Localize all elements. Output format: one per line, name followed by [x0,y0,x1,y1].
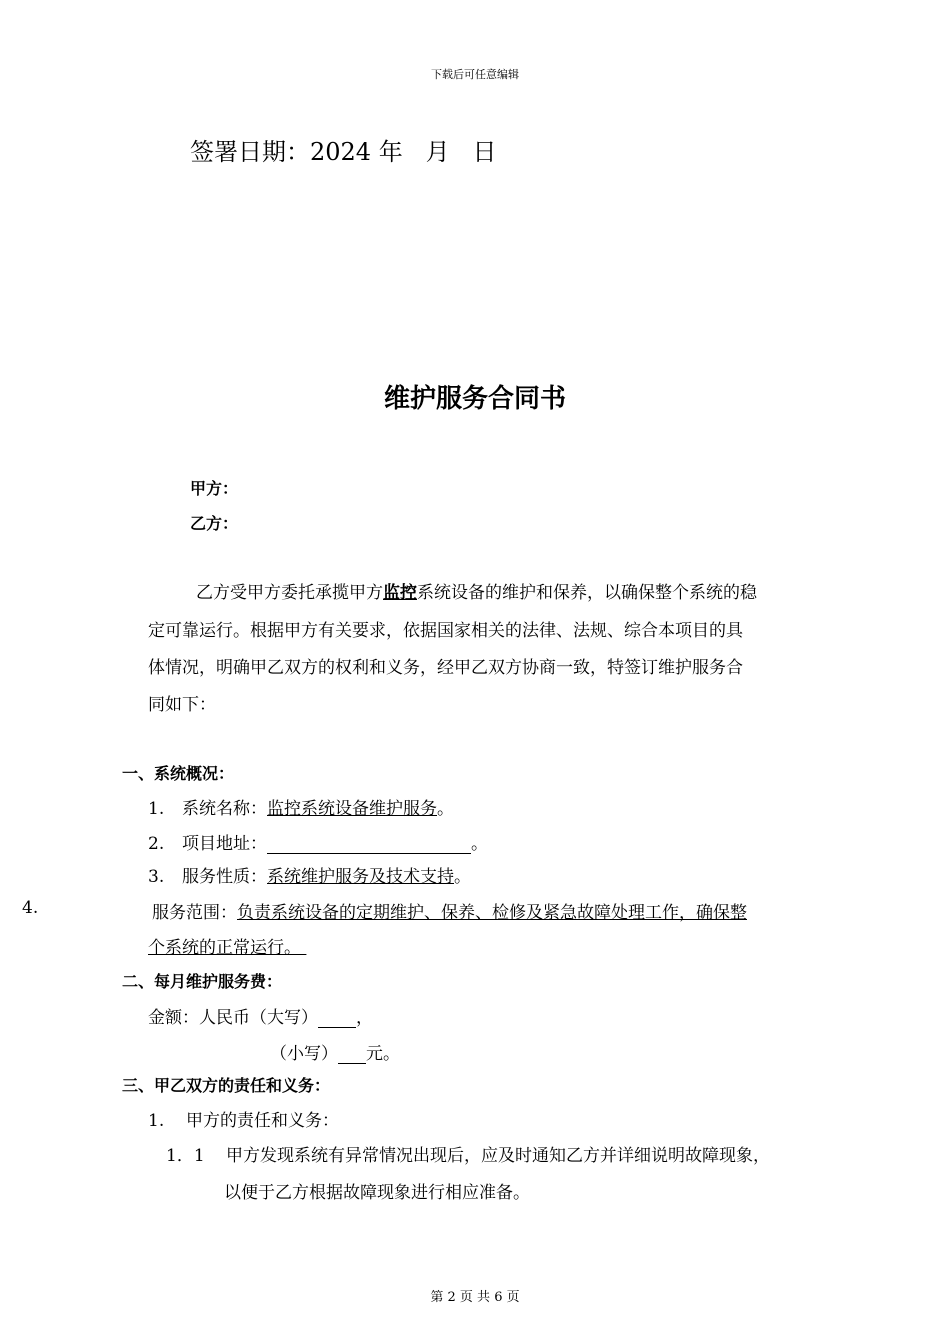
section-1-heading: 一、系统概况： [122,764,235,783]
section-1-item-1 [148,794,454,819]
underline-tail [301,938,306,958]
item-text: 甲方发现系统有异常情况出现后，应及时通知乙方并详细说明故障现象， [226,1146,770,1166]
intro-keyword: 监控 [383,583,417,603]
page-header-note: 下载后可任意编辑 [431,68,519,81]
item-label: 服务性质： [182,867,267,887]
section-1-item-3 [148,862,471,887]
fee-small-line [270,1039,400,1064]
party-a-label: 甲方： [190,479,239,498]
small-blank [338,1045,366,1064]
item-number: 2. [148,834,165,854]
item-end: 。 [437,799,454,819]
intro-text: 乙方受甲方委托承揽甲方 [196,583,383,603]
small-end: 元。 [366,1044,400,1064]
item-value: 系统维护服务及技术支持 [267,867,454,887]
amount-blank [318,1009,356,1028]
item-label: 甲方的责任和义务： [186,1111,339,1131]
item-label: 系统名称： [182,799,267,819]
item-end: 。 [471,834,488,854]
item-number: 1．1 [166,1146,205,1166]
address-blank [267,835,471,854]
fee-amount-line [148,1003,373,1028]
item-value: 监控系统设备维护服务 [267,799,437,819]
section-3-item-1-1 [166,1141,770,1166]
item-label: 服务范围： [152,903,237,923]
item-end: 。 [454,867,471,887]
small-label: （小写） [270,1044,338,1064]
intro-line-1 [196,578,757,603]
item-label: 项目地址： [182,834,267,854]
signature-date: 签署日期：2024 年 月 日 [190,138,497,166]
page-footer: 第 2 页 共 6 页 [430,1290,520,1305]
item-value: 负责系统设备的定期维护、保养、检修及紧急故障处理工作，确保整 [237,903,747,923]
amount-end: ， [356,1008,373,1028]
item-number: 1. [148,1111,165,1131]
section-1-item-4 [152,898,747,923]
document-title: 维护服务合同书 [383,384,566,414]
section-1-item-4-number: 4. [22,898,39,918]
section-3-item-1-1-cont: 以便于乙方根据故障现象进行相应准备。 [224,1183,530,1203]
intro-text: 系统设备的维护和保养，以确保整个系统的稳 [417,583,757,603]
intro-line-3: 体情况，明确甲乙双方的权利和义务，经甲乙双方协商一致，特签订维护服务合 [148,658,743,678]
item-number: 1. [148,799,165,819]
intro-line-4: 同如下： [148,695,216,715]
item-number: 3. [148,867,165,887]
intro-line-2: 定可靠运行。根据甲方有关要求，依据国家相关的法律、法规、综合本项目的具 [148,621,743,641]
item-value: 个系统的正常运行。 [148,938,301,958]
party-b-label: 乙方： [190,514,239,533]
section-1-item-2 [148,829,488,854]
section-1-item-4-cont [148,933,306,958]
section-3-item-1 [148,1106,339,1131]
amount-label: 金额：人民币（大写） [148,1008,318,1028]
section-3-heading: 三、甲乙双方的责任和义务： [122,1076,331,1095]
section-2-heading: 二、每月维护服务费： [122,972,283,991]
